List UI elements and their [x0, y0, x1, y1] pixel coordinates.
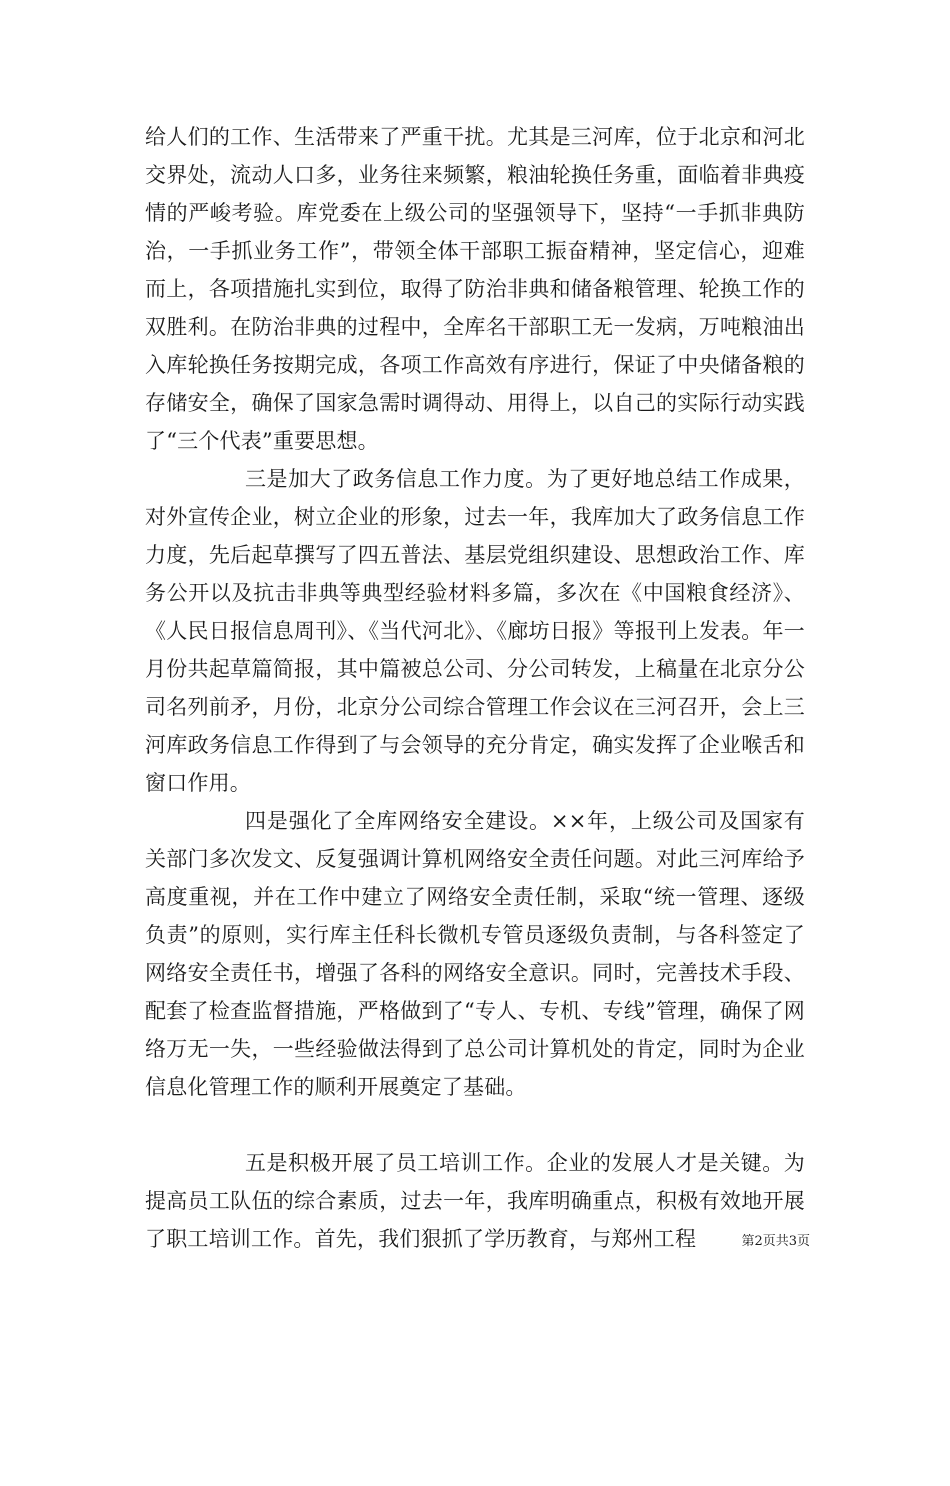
paragraph-staff-training: 五是积极开展了员工培训工作。企业的发展人才是关键。为提高员工队伍的综合素质，过去一年，我库明确重点，积极有效地开展了职工培训工作。首先，我们狠抓了学历教育，与郑州工程	[145, 1151, 805, 1251]
paragraph-government-information: 三是加大了政务信息工作力度。为了更好地总结工作成果，对外宣传企业，树立企业的形象，过去一年，我库加大了政务信息工作力度，先后起草撰写了四五普法、基层党组织建设、思想政治工作、库务公开以及抗击非典等典型经验材料多篇，多次在《中国粮食经济》、《人民日报信息周刊》、《当代河北》、《廊坊日报》等报刊上发表。年一月份共起草篇简报，其中篇被总公司、分公司转发，上稿量在北京分公司名列前矛，月份，北京分公司综合管理工作会议在三河召开，会上三河库政务信息工作得到了与会领导的充分肯定，确实发挥了企业喉舌和窗口作用。	[145, 467, 805, 795]
document-body	[145, 118, 805, 1486]
page-number-footer: 第2页共3页	[741, 1234, 810, 1249]
paragraph-network-security: 四是强化了全库网络安全建设。××年，上级公司及国家有关部门多次发文、反复强调计算机网络安全责任问题。对此三河库给予高度重视，并在工作中建立了网络安全责任制，采取“统一管理、逐级负责”的原则，实行库主任科长微机专管员逐级负责制，与各科签定了网络安全责任书，增强了各科的网络安全意识。同时，完善技术手段、配套了检查监督措施，严格做到了“专人、专机、专线”管理，确保了网络万无一失，一些经验做法得到了总公司计算机处的肯定，同时为企业信息化管理工作的顺利开展奠定了基础。	[145, 809, 805, 1099]
paragraph-continuation: 给人们的工作、生活带来了严重干扰。尤其是三河库，位于北京和河北交界处，流动人口多，业务往来频繁，粮油轮换任务重，面临着非典疫情的严峻考验。库党委在上级公司的坚强领导下，坚持“一手抓非典防治，一手抓业务工作”，带领全体干部职工振奋精神，坚定信心，迎难而上，各项措施扎实到位，取得了防治非典和储备粮管理、轮换工作的双胜利。在防治非典的过程中，全库名干部职工无一发病，万吨粮油出入库轮换任务按期完成，各项工作高效有序进行，保证了中央储备粮的存储安全，确保了国家急需时调得动、用得上，以自己的实际行动实践了“三个代表”重要思想。	[145, 125, 805, 453]
